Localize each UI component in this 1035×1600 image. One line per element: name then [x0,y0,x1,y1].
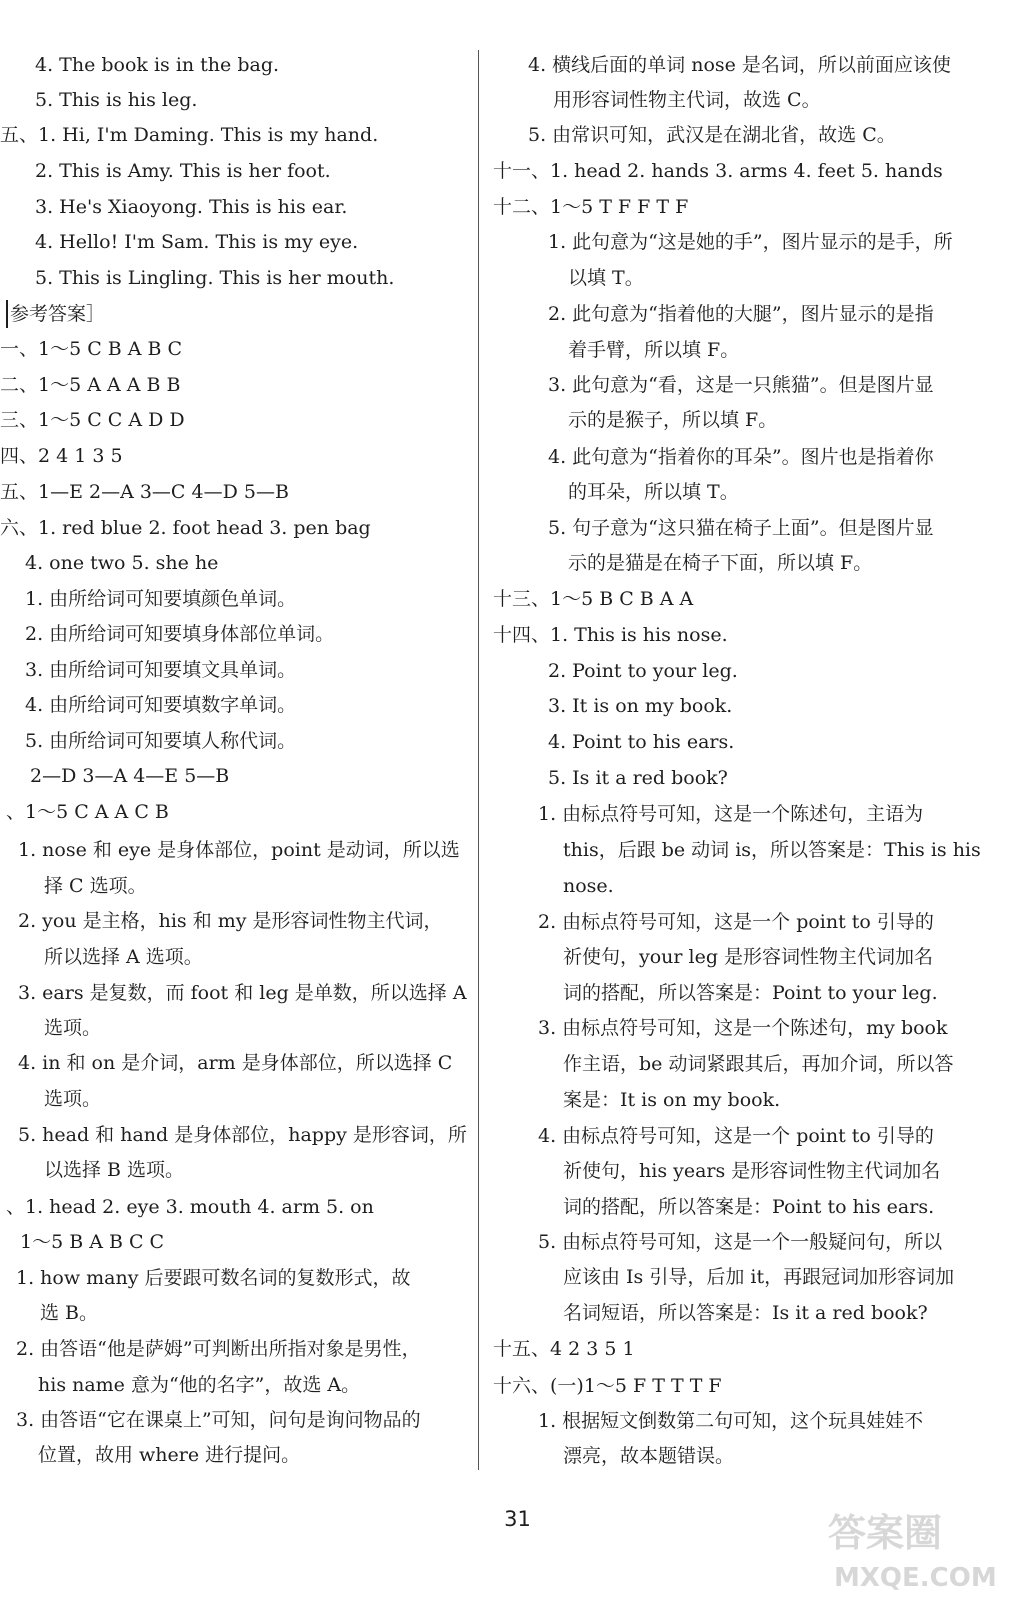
left-col-line: 选项。 [44,1088,102,1110]
right-col-line: 以填 T。 [568,267,644,289]
right-col-line: 十五、4 2 3 5 1 [493,1338,635,1360]
right-col-line: 4. 由标点符号可知，这是一个 point to 引导的 [538,1125,934,1147]
right-col-line: 作主语，be 动词紧跟其后，再加介词，所以答 [563,1053,954,1075]
left-col-line: 5. This is his leg. [35,89,198,111]
left-col-line: 参考答案］ [6,300,105,328]
right-col-line: 2. 此句意为“指着他的大腿”，图片显示的是指 [548,303,934,325]
right-col-line: 用形容词性物主代词，故选 C。 [553,89,821,111]
right-col-line: 3. It is on my book. [548,695,733,717]
left-col-line: 位置，故用 where 进行提问。 [38,1444,301,1466]
right-col-line: 1. 根据短文倒数第二句可知，这个玩具娃娃不 [538,1410,924,1432]
right-col-line: 应该由 Is 引导，后加 it，再跟冠词加形容词加 [563,1266,955,1288]
left-col-line: his name 意为“他的名字”，故选 A。 [38,1374,361,1396]
left-col-line: 1. 由所给词可知要填颜色单词。 [25,588,297,610]
right-col-line: nose. [563,875,614,897]
right-col-line: 4. 横线后面的单词 nose 是名词，所以前面应该使 [528,54,951,76]
right-col-line: 十三、1～5 B C B A A [493,588,694,610]
right-col-line: 着手臂，所以填 F。 [568,339,740,361]
left-col-line: 一、1～5 C B A B C [0,338,183,360]
right-col-line: 词的搭配，所以答案是：Point to your leg. [563,982,938,1004]
left-col-line: 五、1—E 2—A 3—C 4—D 5—B [0,481,289,503]
right-col-line: 1. 由标点符号可知，这是一个陈述句，主语为 [538,803,924,825]
page-number: 31 [504,1507,531,1531]
left-col-line: 、1. head 2. eye 3. mouth 4. arm 5. on [6,1196,374,1218]
left-col-line: 4. 由所给词可知要填数字单词。 [25,694,297,716]
right-col-line: 5. 句子意为“这只猫在椅子上面”。但是图片显 [548,517,934,539]
left-col-line: 1. how many 后要跟可数名词的复数形式，故 [16,1267,411,1289]
column-divider [478,50,479,1470]
right-col-line: this，后跟 be 动词 is，所以答案是：This is his [563,839,981,861]
right-col-line: 十四、1. This is his nose. [493,624,728,646]
left-col-line: 2. This is Amy. This is her foot. [35,160,331,182]
left-col-line: 2. 由答语“他是萨姆”可判断出所指对象是男性， [16,1338,421,1360]
right-col-line: 示的是猫是在椅子下面，所以填 F。 [568,552,873,574]
left-col-line: 5. 由所给词可知要填人称代词。 [25,730,297,752]
right-col-line: 2. Point to your leg. [548,660,738,682]
left-col-line: 5. head 和 hand 是身体部位，happy 是形容词，所 [18,1124,467,1146]
left-col-line: 4. The book is in the bag. [35,54,280,76]
left-col-line: 2. you 是主格，his 和 my 是形容词性物主代词， [18,910,443,932]
right-col-line: 十二、1～5 T F F T F [493,196,689,218]
right-col-line: 4. 此句意为“指着你的耳朵”。图片也是指着你 [548,446,934,468]
left-col-line: 5. This is Lingling. This is her mouth. [35,267,395,289]
right-col-line: 1. 此句意为“这是她的手”，图片显示的是手，所 [548,231,953,253]
left-col-line: 1～5 B A B C C [20,1231,165,1253]
left-col-line: 1. nose 和 eye 是身体部位，point 是动词，所以选 [18,839,460,861]
left-col-line: 选项。 [44,1017,102,1039]
right-col-line: 漂亮，故本题错误。 [563,1445,735,1467]
right-col-line: 十一、1. head 2. hands 3. arms 4. feet 5. hands [493,160,943,182]
watermark-logo [820,1502,1015,1594]
right-col-line: 4. Point to his ears. [548,731,735,753]
right-col-line: 5. Is it a red book? [548,767,728,789]
left-col-line: 2. 由所给词可知要填身体部位单词。 [25,623,335,645]
right-col-line: 词的搭配，所以答案是：Point to his ears. [563,1196,935,1218]
watermark-bottom: MXQE.COM [834,1563,997,1593]
right-col-line: 示的是猴子，所以填 F。 [568,409,778,431]
right-col-line: 5. 由常识可知，武汉是在湖北省，故选 C。 [528,124,896,146]
right-col-line: 3. 此句意为“看，这是一只熊猫”。但是图片显 [548,374,934,396]
left-col-line: 择 C 选项。 [44,875,147,897]
left-col-line: 所以选择 A 选项。 [44,946,203,968]
left-col-line: 3. 由所给词可知要填文具单词。 [25,659,297,681]
right-col-line: 的耳朵，所以填 T。 [568,481,739,503]
left-col-line: 二、1～5 A A A B B [0,374,181,396]
right-col-line: 祈使句，your leg 是形容词性物主代词加名 [563,946,934,968]
left-col-line: 3. He's Xiaoyong. This is his ear. [35,196,348,218]
left-col-line: 三、1～5 C C A D D [0,409,185,431]
left-col-line: 五、1. Hi, I'm Daming. This is my hand. [0,124,379,146]
right-col-line: 十六、(一)1～5 F T T T F [493,1375,722,1397]
watermark-top: 答案圈 [828,1511,943,1555]
right-col-line: 案是：It is on my book. [563,1089,781,1111]
left-col-line: 选 B。 [40,1302,99,1324]
left-col-line: 六、1. red blue 2. foot head 3. pen bag [0,517,371,539]
left-col-line: 、1～5 C A A C B [6,801,169,823]
left-col-line: 4. Hello! I'm Sam. This is my eye. [35,231,359,253]
left-col-line: 3. ears 是复数，而 foot 和 leg 是单数，所以选择 A [18,982,467,1004]
left-col-line: 四、2 4 1 3 5 [0,445,123,467]
right-col-line: 2. 由标点符号可知，这是一个 point to 引导的 [538,911,934,933]
left-col-line: 以选择 B 选项。 [44,1159,185,1181]
left-col-line: 4. one two 5. she he [25,552,219,574]
right-col-line: 3. 由标点符号可知，这是一个陈述句，my book [538,1017,948,1039]
left-col-line: 3. 由答语“它在课桌上”可知，问句是询问物品的 [16,1409,421,1431]
right-col-line: 名词短语，所以答案是：Is it a red book? [563,1302,928,1324]
left-col-line: 4. in 和 on 是介词，arm 是身体部位，所以选择 C [18,1052,453,1074]
right-col-line: 祈使句，his years 是形容词性物主代词加名 [563,1160,941,1182]
left-col-line: 2—D 3—A 4—E 5—B [30,765,230,787]
right-col-line: 5. 由标点符号可知，这是一个一般疑问句，所以 [538,1231,943,1253]
